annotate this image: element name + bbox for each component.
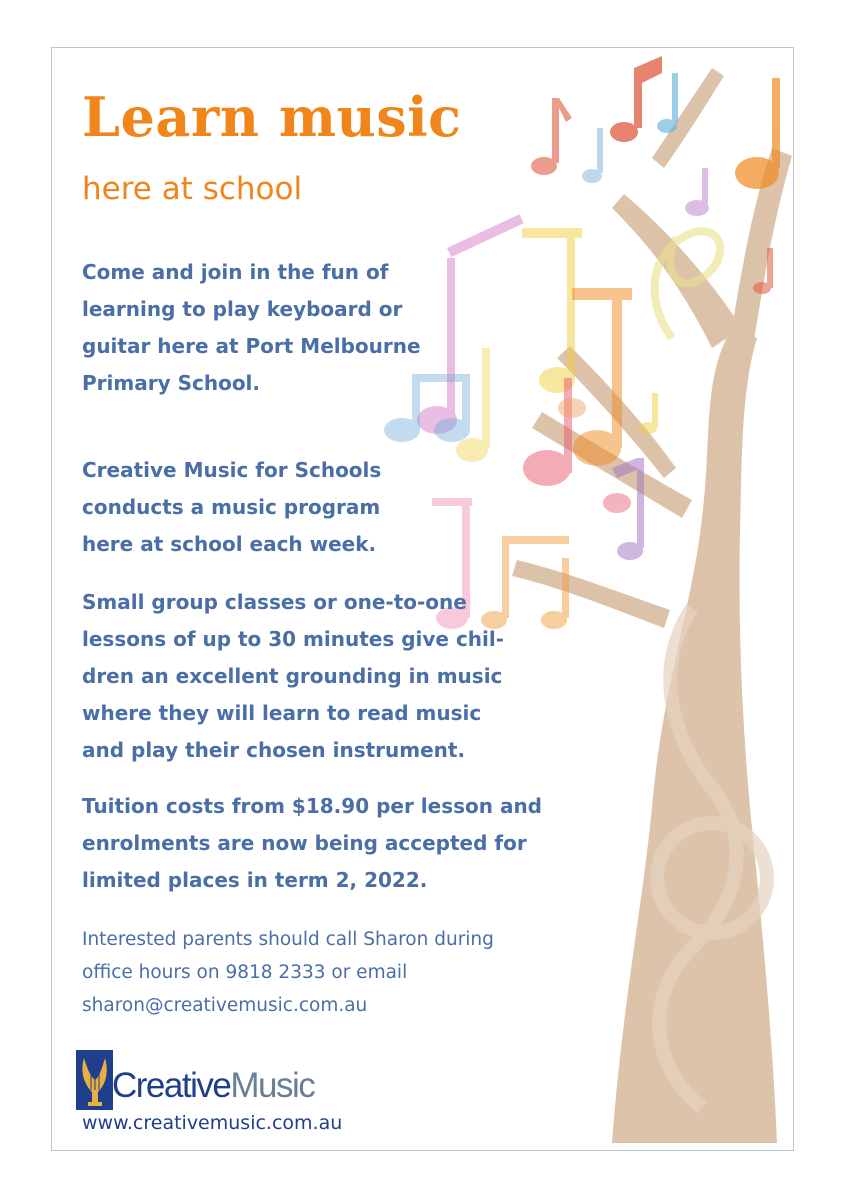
tuition-paragraph: Tuition costs from $18.90 per lesson and enrolments are now being accepted for limited places in term 2, 2022. bbox=[82, 794, 542, 892]
creative-music-logo[interactable] bbox=[76, 1048, 396, 1114]
program-paragraph: Creative Music for Schools conducts a music program here at school each week. bbox=[82, 458, 382, 556]
logo-wordmark bbox=[112, 1068, 314, 1103]
logo-word-music: Music bbox=[230, 1066, 315, 1105]
lyre-logo-icon bbox=[76, 1050, 113, 1110]
flyer-title: Learn music bbox=[82, 85, 462, 149]
intro-paragraph: Come and join in the fun of learning to play keyboard or guitar here at Port Melbourne Primary School. bbox=[82, 260, 421, 395]
contact-info: Interested parents should call Sharon during office hours on 9818 2333 or email sharon@creativemusic.com.au bbox=[82, 929, 494, 1016]
website-link[interactable]: www.creativemusic.com.au bbox=[82, 1112, 343, 1134]
flyer-subtitle: here at school bbox=[82, 171, 303, 207]
classes-paragraph: Small group classes or one-to-one lessons of up to 30 minutes give chil- dren an excellent grounding in music where they will learn to read music and play their chosen instrument. bbox=[82, 590, 505, 762]
logo-word-creative: Creative bbox=[112, 1066, 231, 1105]
flyer-frame bbox=[51, 47, 794, 1151]
